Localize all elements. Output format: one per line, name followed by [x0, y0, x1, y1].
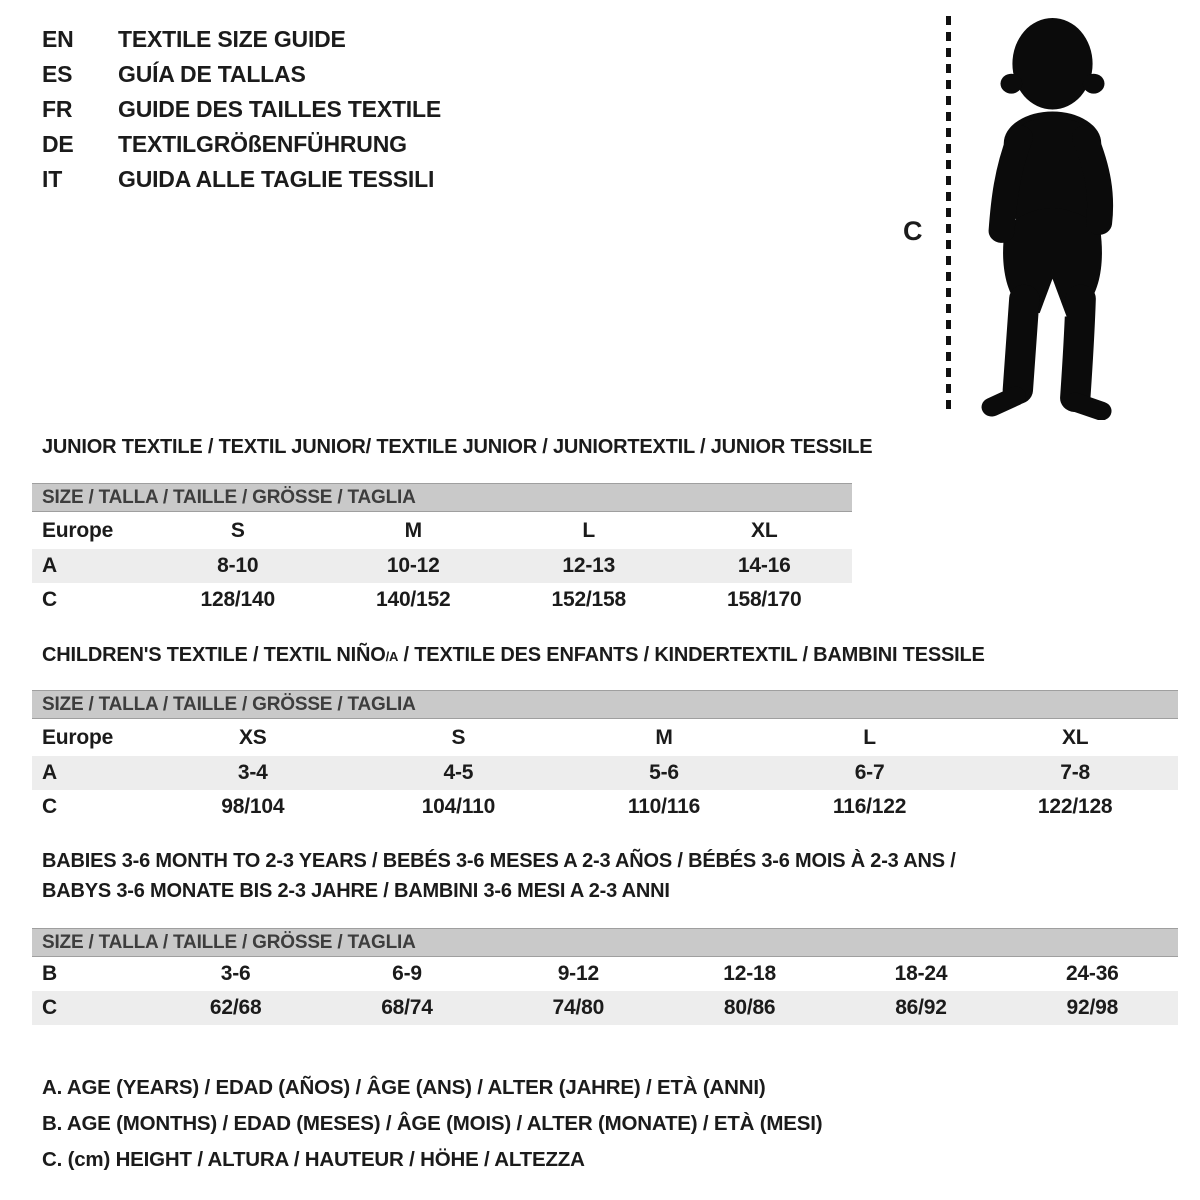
- size-col-header: XL: [751, 518, 778, 542]
- language-row: [42, 92, 441, 127]
- table-cell: 12-18: [723, 962, 776, 985]
- size-col-header: M: [404, 518, 422, 542]
- children-title-post: / TEXTILE DES ENFANTS / KINDERTEXTIL / BAMBINI TESSILE: [398, 644, 985, 666]
- size-col-header: L: [863, 725, 876, 749]
- table-cell: 3-6: [220, 962, 251, 985]
- table-cell: 24-36: [1065, 962, 1119, 985]
- guide-title-en: TEXTILE SIZE GUIDE: [118, 26, 346, 52]
- table-cell: 104/110: [421, 795, 496, 818]
- height-measure-line: [946, 16, 951, 416]
- table-cell: 3-4: [237, 761, 268, 784]
- toddler-silhouette-icon: [955, 12, 1150, 420]
- table-cell: 12-13: [562, 554, 616, 577]
- table-cell: 6-7: [854, 761, 885, 784]
- table-cell: 9-12: [557, 962, 599, 985]
- table-cell: 80/86: [723, 996, 776, 1019]
- table-cell: 152/158: [551, 588, 626, 611]
- row-label: Europe: [42, 518, 114, 542]
- language-row: [42, 22, 441, 57]
- table-row-height: [32, 991, 1178, 1025]
- table-cell: 18-24: [894, 962, 948, 985]
- junior-size-table: [32, 483, 852, 617]
- table-cell: 140/152: [375, 588, 451, 611]
- size-col-header: S: [451, 725, 466, 749]
- row-label: C: [42, 588, 57, 611]
- table-cell: 158/170: [726, 588, 802, 611]
- measurement-legend: [42, 1070, 822, 1178]
- language-code: FR: [42, 96, 73, 122]
- language-row: [42, 162, 441, 197]
- row-label: Europe: [42, 725, 114, 749]
- guide-title-fr: GUIDE DES TAILLES TEXTILE: [118, 96, 441, 122]
- size-col-header: XL: [1061, 725, 1089, 749]
- junior-section-title: JUNIOR TEXTILE / TEXTIL JUNIOR/ TEXTILE JUNIOR / JUNIORTEXTIL / JUNIOR TESSILE: [42, 436, 873, 458]
- size-col-header: XS: [238, 725, 267, 749]
- language-row: [42, 127, 441, 162]
- guide-title-it: GUIDA ALLE TAGLIE TESSILI: [118, 166, 435, 192]
- babies-section-title: [42, 846, 1152, 906]
- size-header-bar: SIZE / TALLA / TAILLE / GRÖSSE / TAGLIA: [32, 928, 1178, 957]
- size-col-header: S: [230, 518, 245, 542]
- table-cell: 68/74: [381, 996, 433, 1019]
- babies-title-line1: BABIES 3-6 MONTH TO 2-3 YEARS / BEBÉS 3-6 MESES A 2-3 AÑOS / BÉBÉS 3-6 MOIS À 2-3 ANS /: [42, 850, 956, 872]
- children-section-title: [42, 644, 985, 667]
- table-row-months: [32, 957, 1178, 991]
- table-cell: 7-8: [1060, 761, 1091, 784]
- table-cell: 5-6: [649, 761, 679, 784]
- row-label: C: [42, 996, 57, 1019]
- language-title-block: [42, 22, 441, 197]
- table-cell: 14-16: [737, 554, 791, 577]
- language-row: [42, 57, 441, 92]
- babies-size-table: [32, 928, 1178, 1025]
- table-row-europe: [32, 719, 1178, 756]
- table-cell: 110/116: [627, 795, 701, 818]
- table-cell: 128/140: [200, 588, 275, 611]
- size-header-bar: SIZE / TALLA / TAILLE / GRÖSSE / TAGLIA: [32, 690, 1178, 719]
- row-label: A: [42, 554, 57, 577]
- legend-line-c: C. (cm) HEIGHT / ALTURA / HAUTEUR / HÖHE / ALTEZZA: [42, 1148, 585, 1171]
- table-cell: 86/92: [895, 996, 947, 1019]
- table-cell: 74/80: [552, 996, 605, 1019]
- legend-line-b: B. AGE (MONTHS) / EDAD (MESES) / ÂGE (MOIS) / ALTER (MONATE) / ETÀ (MESI): [42, 1112, 823, 1135]
- language-code: ES: [42, 61, 73, 87]
- size-col-header: L: [582, 518, 596, 542]
- table-row-europe: [32, 512, 852, 549]
- size-col-header: M: [655, 725, 673, 749]
- table-cell: 62/68: [209, 996, 262, 1019]
- table-cell: 10-12: [386, 554, 440, 577]
- language-code: DE: [42, 131, 74, 157]
- row-label: B: [42, 962, 57, 985]
- language-code: IT: [42, 166, 63, 192]
- table-cell: 98/104: [221, 795, 285, 818]
- size-header-bar: SIZE / TALLA / TAILLE / GRÖSSE / TAGLIA: [32, 483, 852, 512]
- table-cell: 4-5: [443, 761, 474, 784]
- children-title-pre: CHILDREN'S TEXTILE / TEXTIL NIÑO: [42, 644, 386, 666]
- table-cell: 122/128: [1037, 795, 1113, 818]
- children-title-sub: /A: [385, 649, 399, 664]
- babies-title-line2: BABYS 3-6 MONATE BIS 2-3 JAHRE / BAMBINI 3-6 MESI A 2-3 ANNI: [42, 880, 670, 902]
- language-code: EN: [42, 26, 74, 52]
- table-row-height: [32, 583, 852, 617]
- height-measure-label: C: [903, 216, 923, 246]
- legend-line-a: A. AGE (YEARS) / EDAD (AÑOS) / ÂGE (ANS) / ALTER (JAHRE) / ETÀ (ANNI): [42, 1076, 766, 1099]
- table-cell: 6-9: [392, 962, 422, 985]
- row-label: A: [42, 761, 57, 784]
- row-label: C: [42, 795, 57, 818]
- table-cell: 116/122: [832, 795, 907, 818]
- guide-title-es: GUÍA DE TALLAS: [118, 61, 306, 87]
- table-row-age: [32, 756, 1178, 790]
- table-cell: 8-10: [217, 554, 259, 577]
- children-size-table: [32, 690, 1178, 824]
- table-row-age: [32, 549, 852, 583]
- table-cell: 92/98: [1066, 996, 1119, 1019]
- guide-title-de: TEXTILGRÖßENFÜHRUNG: [118, 131, 407, 157]
- table-row-height: [32, 790, 1178, 824]
